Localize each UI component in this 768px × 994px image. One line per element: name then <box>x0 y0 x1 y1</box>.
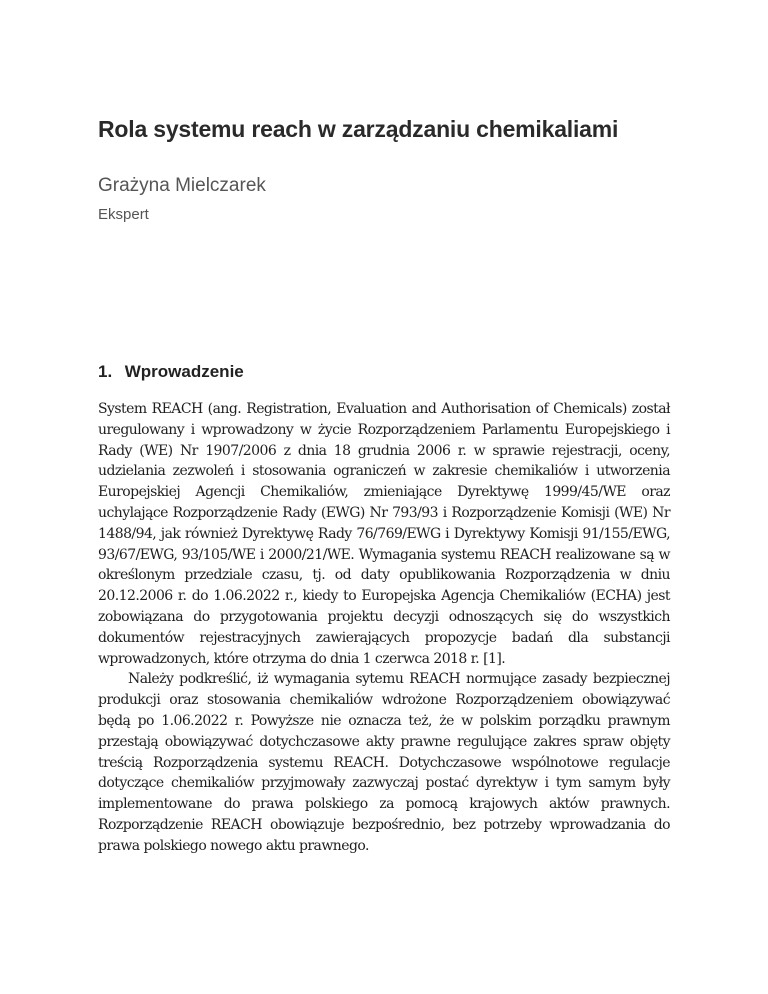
paragraph-2: Należy podkreślić, iż wymagania sytemu REACH normujące zasady bezpiecznej produkcji oraz stosowania chemikaliów wdrożone Rozporządzeniem obowiązywać będą po 1.06.2022 r. Powyższe nie oznacza też, że w polskim porządku prawnym przestają obowiązywać dotychczasowe akty prawne regulujące zakres spraw objęty treścią Rozporządzenia systemu REACH. Dotychczasowe wspólnotowe regulacje dotyczące chemikaliów przyjmowały zazwyczaj postać dyrektyw i tym samym były implementowane do prawa polskiego za pomocą krajowych aktów prawnych. Rozporządzenie REACH obowiązuje bezpośrednio, bez potrzeby wprowadzania do prawa polskiego nowego aktu prawnego. <box>98 671 670 854</box>
section-number: 1. <box>98 362 113 381</box>
paragraph-1: System REACH (ang. Registration, Evaluation and Authorisation of Chemicals) został uregulowany i wprowadzony w życie Rozporządzeniem Parlamentu Europejskiego i Rady (WE) Nr 1907/2006 z dnia 18 grudnia 2006 r. w sprawie rejestracji, oceny, udzielania zezwoleń i stosowania ograniczeń w zakresie chemikaliów i utworzenia Europejskiej Agencji Chemikaliów, zmieniające Dyrektywę 1999/45/WE oraz uchylające Rozporządzenie Rady (EWG) Nr 793/93 i Rozporządzenie Komisji (WE) Nr 1488/94, jak również Dyrektywę Rady 76/769/EWG i Dyrektywy Komisji 91/155/EWG, 93/67/EWG, 93/105/WE i 2000/21/WE. Wymagania systemu REACH realizowane są w określonym przedziale czasu, tj. od daty opublikowania Rozporządzenia w dniu 20.12.2006 r. do 1.06.2022 r., kiedy to Europejska Agencja Chemikaliów (ECHA) jest zobowiązana do przygotowania projektu decyzji odnoszących się do wszystkich dokumentów rejestracyjnych zawierających propozycje badań dla substancji wprowadzonych, które otrzyma do dnia 1 czerwca 2018 r. [1]. <box>98 401 670 667</box>
section-title: Wprowadzenie <box>124 362 244 381</box>
article-title: Rola systemu reach w zarządzaniu chemikaliami <box>98 116 619 142</box>
section-heading <box>98 362 244 382</box>
author-name: Grażyna Mielczarek <box>98 175 266 196</box>
author-affiliation: Ekspert <box>98 206 149 223</box>
section-body <box>98 399 670 857</box>
